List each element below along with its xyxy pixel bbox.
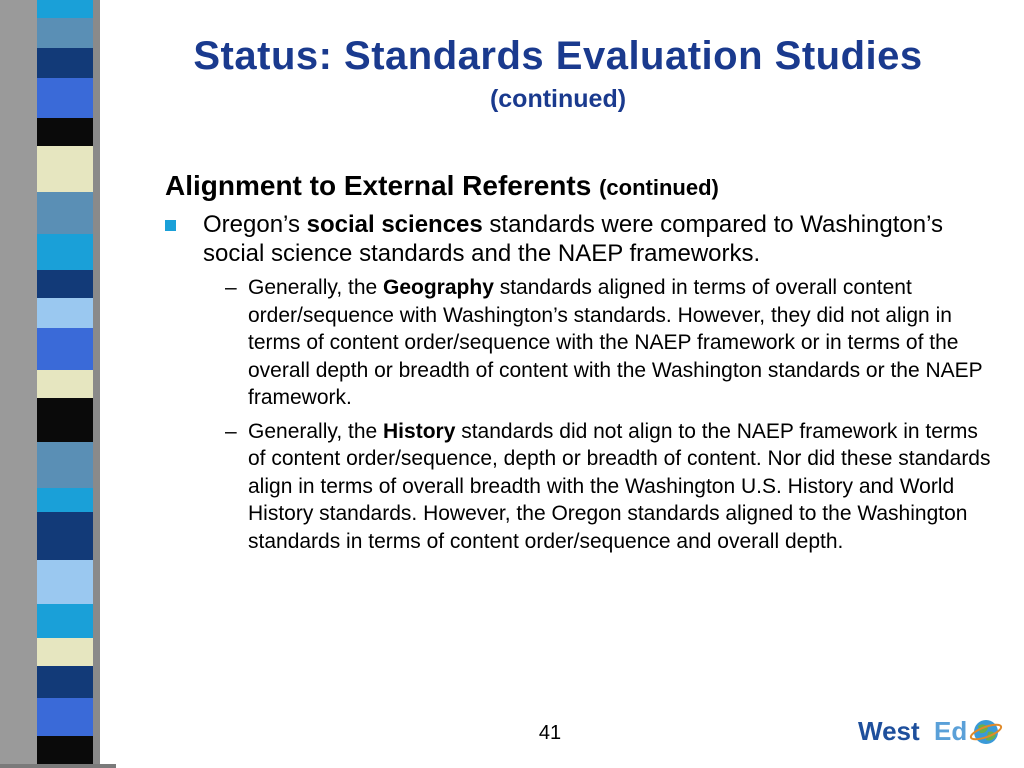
slide-content [165, 168, 995, 555]
square-bullet-icon [165, 220, 176, 231]
section-heading-note: (continued) [599, 175, 719, 200]
page-number: 41 [538, 722, 562, 744]
dash-bullet-icon: – [225, 276, 237, 299]
logo-west-text: West [858, 716, 920, 746]
decorative-stripe [0, 0, 100, 768]
sub-bullet-history [225, 418, 995, 556]
slide-title: Status: Standards Evaluation Studies [193, 34, 923, 78]
section-heading [165, 168, 995, 206]
section-heading-text: Alignment to External Referents [165, 170, 592, 201]
globe-icon [969, 720, 1002, 744]
bottom-rule [0, 764, 116, 768]
bullet-text: Oregon’s social sciences standards were compared to Washington’s social science standards and the NAEP frameworks. [203, 211, 943, 267]
slide-subtitle: (continued) [489, 85, 627, 113]
bullet-item [165, 210, 995, 268]
sub-bullet-text: Generally, the History standards did not align to the NAEP framework in terms of content order/sequence, depth or breadth of content. Nor did these standards align in terms of overall breadth with the Washington U.S. History and World History standards. However, the Oregon standards aligned to the Washington standards in terms of content order/sequence and overall depth. [248, 419, 991, 553]
logo-ed-text: Ed [934, 716, 968, 746]
sub-bullet-geography [225, 274, 995, 412]
wested-logo [858, 712, 1008, 752]
dash-bullet-icon: – [225, 419, 237, 443]
sub-bullet-text: Generally, the Geography standards aligned in terms of overall content order/sequence with Washington’s standards. However, they did not align in terms of content order/sequence with the NAEP framework or in terms of the overall depth or breadth of content with the Washington standards or the NAEP framework. [248, 276, 983, 409]
